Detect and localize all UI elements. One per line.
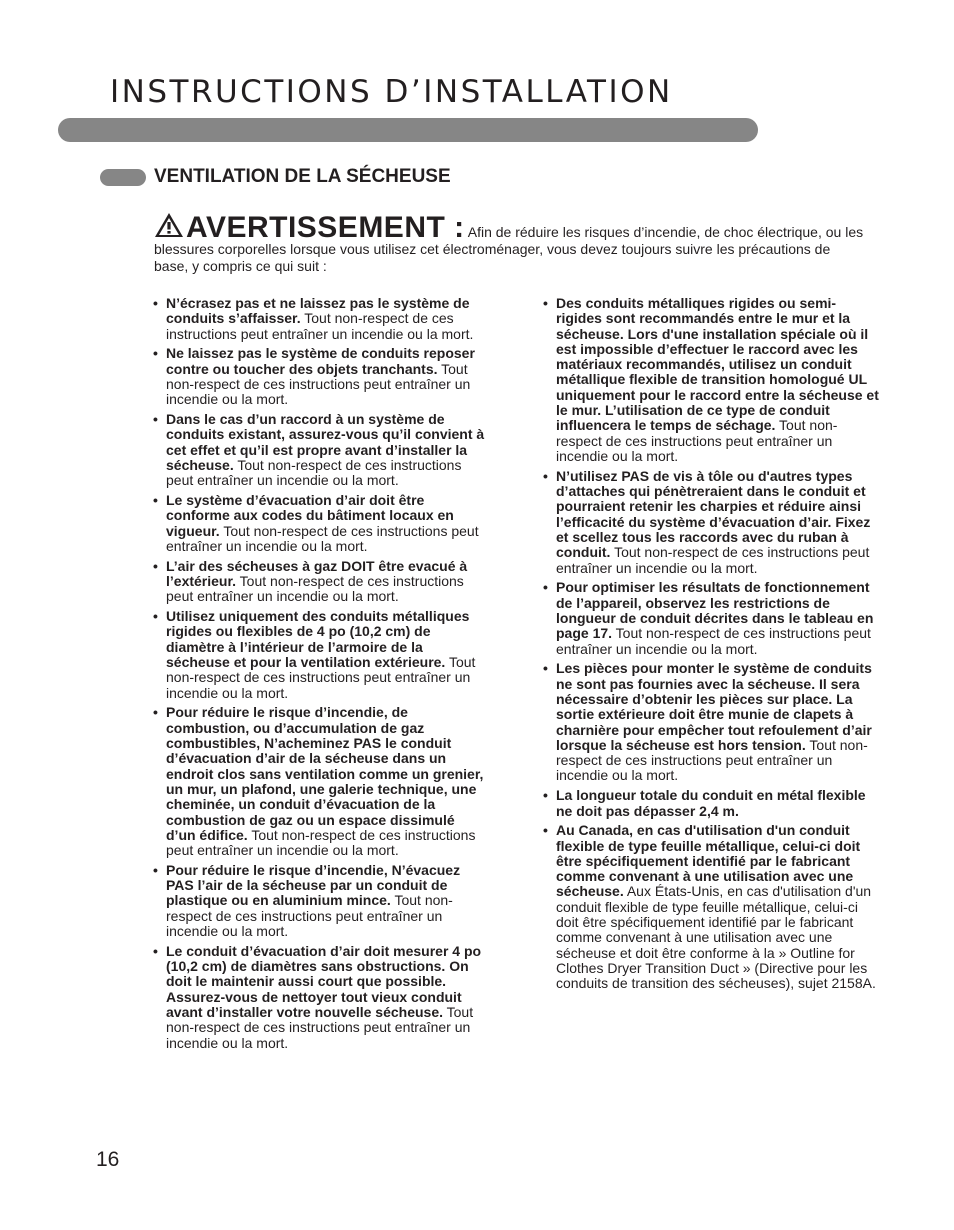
bullet-item [153, 609, 488, 701]
bullet-text: Tout non-respect de ces instructions peut entraîner un incendie ou la mort. [166, 573, 464, 605]
bullet-item [543, 661, 881, 783]
bullet-item [153, 493, 488, 554]
bullet-item [543, 469, 881, 576]
bullet-item [153, 346, 488, 407]
bullet-bold-text: Ne laissez pas le système de conduits reposer contre ou toucher des objets tranchants. [166, 345, 475, 377]
bullet-item [153, 944, 488, 1051]
bullet-text: Tout non-respect de ces instructions peut entraîner un incendie ou la mort. [166, 456, 462, 489]
bullet-bold-text: Pour réduire le risque d’incendie, N’évacuez PAS l’air de la sécheuse par un conduit de plastique ou en aluminium mince. [166, 861, 461, 909]
warning-triangle-icon [154, 212, 184, 238]
page-title: INSTRUCTIONS D’INSTALLATION [110, 74, 673, 110]
section-title: VENTILATION DE LA SÉCHEUSE [154, 166, 451, 187]
bullet-item [543, 823, 881, 991]
bullet-bold-text: Des conduits métalliques rigides ou semi-rigides sont recommandés entre le mur et la sécheuse. Lors d'une installation spéciale où il est impossible d’effectuer le raccord avec les matériaux recommandés, utilisez un conduit métallique flexible de transition homologué UL uniquement pour le raccord entre la sécheuse et le mur. L’utilisation de ce type de conduit influencera le temps de séchage. [556, 295, 879, 434]
bullet-bold-text: L’air des sécheuses à gaz DOIT être evacué à l’extérieur. [166, 557, 468, 590]
bullet-bold-text: Les pièces pour monter le système de conduits ne sont pas fournies avec la sécheuse. Il sera nécessaire d’obtenir les pièces sur place. La sortie extérieure doit être munie de clapets à charnière pour empêcher tout refoulement d’air lorsque la sécheuse est hors tension. [556, 660, 872, 753]
bullet-bold-text: Pour optimiser les résultats de fonctionnement de l’appareil, observez les restrictions de longueur de conduit décrites dans le tableau en page 17. [556, 579, 874, 642]
bullet-text: Tout non-respect de ces instructions peut entraîner un incendie ou la mort. [166, 654, 476, 701]
bullet-text: Tout non-respect de ces instructions peut entraîner un incendie ou la mort. [556, 544, 870, 576]
bullet-bold-text: Dans le cas d’un raccord à un système de conduits existant, assurez-vous qu’il convient à cet effet et qu’il est propre avant d’installer la sécheuse. [166, 411, 485, 473]
bullet-item [543, 296, 881, 464]
bullet-text: Tout non-respect de ces instructions peut entraîner un incendie ou la mort. [166, 892, 453, 940]
bullet-item [543, 788, 881, 819]
bullet-text: Tout non-respect de ces instructions peut entraîner un incendie ou la mort. [166, 310, 474, 342]
warning-text: Afin de réduire les risques d’incendie, de choc électrique, ou les blessures corporelles lorsque vous utilisez cet électroménager, vous devez toujours suivre les précautions de base, y compris ce qui suit : [154, 224, 864, 274]
bullet-bold-text: N’écrasez pas et ne laissez pas le système de conduits s’affaisser. [166, 295, 470, 327]
bullet-text: Tout non-respect de ces instructions peut entraîner un incendie ou la mort. [556, 625, 871, 657]
bullet-text: Tout non-respect de ces instructions peut entraîner un incendie ou la mort. [556, 736, 868, 784]
bullet-text: Tout non-respect de ces instructions peut entraîner un incendie ou la mort. [166, 1004, 474, 1051]
header-divider-bar [58, 118, 758, 142]
warning-heading: AVERTISSEMENT : [186, 211, 465, 244]
right-column-list [543, 296, 881, 996]
bullet-bold-text: N’utilisez PAS de vis à tôle ou d'autres types d’attaches qui pénètreraient dans le conduit et pourraient retenir les charpies et réduire ainsi l’efficacité du système d’évacuation d’air. Fixez et scellez tous les raccords avec du ruban à conduit. [556, 467, 871, 561]
bullet-bold-text: Pour réduire le risque d’incendie, de combustion, ou d’accumulation de gaz combustibles, N’acheminez PAS le conduit d’évacuation d’air de la sécheuse dans un endroit clos sans ventilation comme un grenier, un mur, un plafond, une galerie technique, une cheminée, un conduit d’évacuation de la combustion de gaz ou un espace dissimulé d’un édifice. [166, 704, 484, 843]
warning-block [154, 212, 864, 275]
bullet-text: Tout non-respect de ces instructions peut entraîner un incendie ou la mort. [166, 826, 476, 859]
bullet-bold-text: Le conduit d’évacuation d’air doit mesurer 4 po (10,2 cm) de diamètres sans obstructions. On doit le maintenir aussi court que possible. Assurez-vous de nettoyer tout vieux conduit avant d’installer votre nouvelle sécheuse. [166, 942, 482, 1021]
bullet-item [153, 863, 488, 939]
bullet-item [153, 412, 488, 488]
left-column-list [153, 296, 488, 1055]
bullet-item [153, 296, 488, 342]
bullet-item [153, 559, 488, 605]
bullet-text: Aux États-Unis, en cas d'utilisation d'un conduit flexible de type feuille métallique, celui-ci doit être spécifiquement identifié par le fabricant comme convenant à une utilisation avec une sécheuse et doit être conforme à la » Outline for Clothes Dryer Transition Duct » (Directive pour les conduits de transition des sécheuses), sujet 2158A. [556, 883, 876, 992]
bullet-bold-text: Le système d’évacuation d’air doit être conforme aux codes du bâtiment locaux en vigueur. [166, 492, 454, 539]
bullet-bold-text: La longueur totale du conduit en métal flexible ne doit pas dépasser 2,4 m. [556, 787, 866, 819]
page-number: 16 [96, 1148, 120, 1171]
bullet-bold-text: Utilisez uniquement des conduits métalliques rigides ou flexibles de 4 po (10,2 cm) de diamètre à l’intérieur de l’armoire de la sécheuse et pour la ventilation extérieure. [166, 608, 470, 671]
bullet-text: Tout non-respect de ces instructions peut entraîner un incendie ou la mort. [166, 522, 479, 554]
bullet-text: Tout non-respect de ces instructions peut entraîner un incendie ou la mort. [556, 417, 838, 464]
bullet-bold-text: Au Canada, en cas d'utilisation d'un conduit flexible de type feuille métallique, celui-ci doit être spécifiquement identifié par le fabricant comme convenant à une utilisation avec une sécheuse. [556, 822, 861, 900]
section-pill [100, 169, 146, 186]
bullet-text: Tout non-respect de ces instructions peut entraîner un incendie ou la mort. [166, 360, 471, 408]
bullet-item [153, 705, 488, 858]
bullet-item [543, 580, 881, 656]
